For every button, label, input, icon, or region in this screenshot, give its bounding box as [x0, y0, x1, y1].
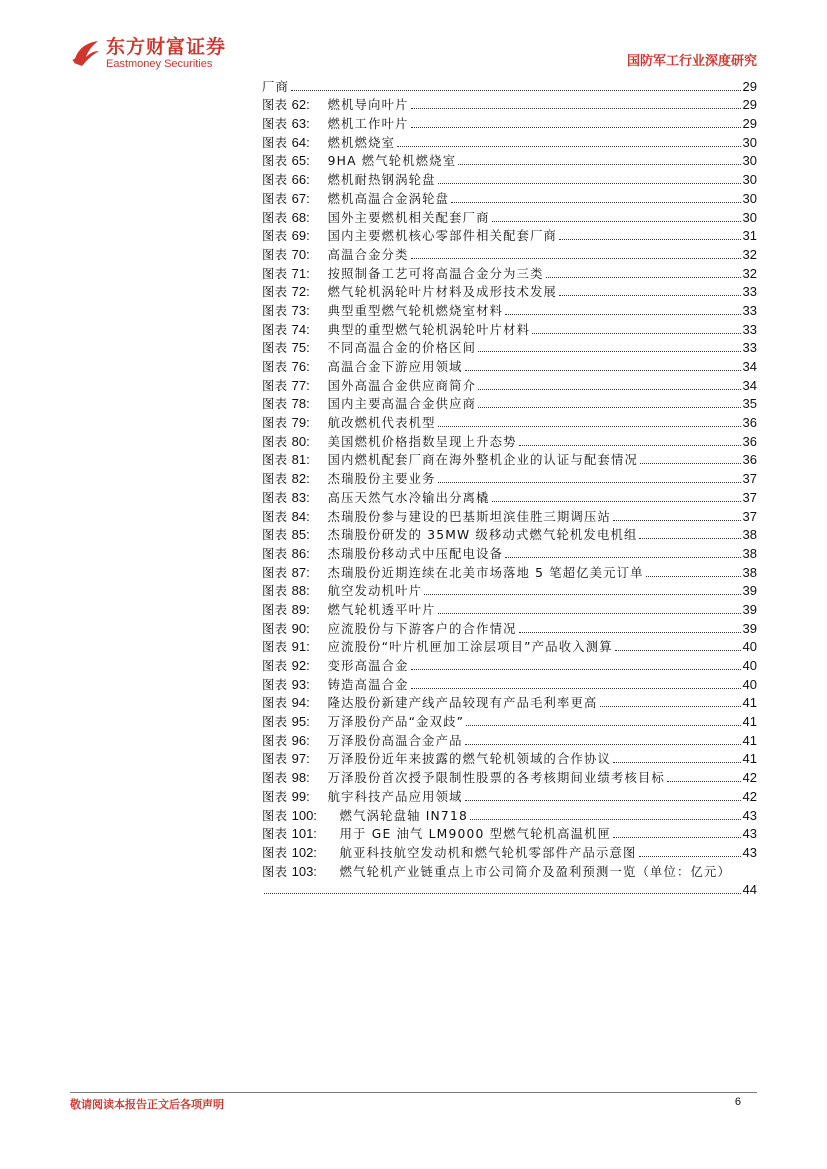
toc-dot-leader — [532, 333, 740, 334]
toc-entry-title: 万泽股份首次授予限制性股票的各考核期间业绩考核目标 — [327, 771, 666, 786]
toc-entry-number: 65: — [291, 153, 310, 169]
toc-entry-title: 航改燃机代表机型 — [327, 416, 436, 431]
toc-row[interactable] — [262, 786, 757, 805]
toc-entry-title: 燃气轮机产业链重点上市公司简介及盈利预测一览（单位：亿元） — [339, 864, 732, 879]
toc-entry-label: 图表 — [262, 247, 288, 262]
toc-entry-number: 75: — [291, 340, 310, 356]
toc-entry-number: 70: — [291, 246, 310, 262]
toc-entry-label: 图表 — [262, 173, 288, 188]
toc-entry-page: 37 — [742, 489, 757, 505]
toc-entry-page: 38 — [742, 564, 757, 580]
toc-entry-page: 41 — [742, 714, 757, 730]
toc-entry-page: 37 — [742, 471, 757, 487]
toc-entry-title: 燃机工作叶片 — [327, 117, 409, 132]
toc-entry-page: 30 — [742, 134, 757, 150]
toc-entry-title: 国内燃机配套厂商在海外整机企业的认证与配套情况 — [327, 453, 639, 468]
toc-entry-number: 87: — [291, 564, 310, 580]
toc-row[interactable] — [262, 300, 757, 319]
toc-dot-leader — [600, 706, 741, 707]
toc-entry-label: 图表 — [262, 733, 288, 748]
toc-entry-page: 29 — [742, 78, 757, 94]
report-type-label: 国防军工行业深度研究 — [626, 54, 757, 69]
toc-entry-number: 68: — [291, 209, 310, 225]
toc-entry-number: 74: — [291, 321, 310, 337]
toc-row[interactable] — [262, 581, 757, 600]
toc-entry-number: 66: — [291, 172, 310, 188]
toc-entry-label: 图表 — [262, 472, 288, 487]
toc-row[interactable] — [262, 188, 757, 207]
toc-dot-leader — [264, 893, 741, 894]
toc-entry-page: 39 — [742, 620, 757, 636]
toc-dot-leader — [465, 744, 741, 745]
toc-entry-title: 国外主要燃机相关配套厂商 — [327, 210, 490, 225]
toc-row[interactable] — [262, 562, 757, 581]
toc-entry-label: 图表 — [262, 771, 288, 786]
toc-entry-page: 33 — [742, 302, 757, 318]
toc-dot-leader — [424, 594, 740, 595]
logo-chinese-name: 东方财富证券 — [106, 36, 227, 58]
toc-entry-number: 69: — [291, 228, 310, 244]
toc-dot-leader — [546, 277, 741, 278]
toc-entry-number: 103: — [291, 863, 317, 879]
toc-entry-page: 40 — [742, 639, 757, 655]
toc-entry-page: 41 — [742, 732, 757, 748]
toc-dot-leader — [492, 501, 741, 502]
toc-row[interactable] — [262, 319, 757, 338]
toc-entry-label: 图表 — [262, 303, 288, 318]
toc-entry-title: 国内主要燃机核心零部件相关配套厂商 — [327, 229, 558, 244]
toc-dot-leader — [438, 613, 741, 614]
toc-entry-label: 图表 — [262, 864, 288, 879]
toc-row[interactable] — [262, 618, 757, 637]
toc-dot-leader — [646, 576, 741, 577]
toc-entry-page: 38 — [742, 527, 757, 543]
toc-dot-leader — [519, 445, 741, 446]
toc-entry-label: 图表 — [262, 845, 288, 860]
toc-dot-leader — [615, 650, 741, 651]
toc-entry-label: 图表 — [262, 360, 288, 374]
toc-entry-page: 29 — [742, 97, 757, 113]
toc-row[interactable] — [262, 543, 757, 562]
toc-entry-page: 41 — [742, 695, 757, 711]
toc-row[interactable] — [262, 244, 757, 263]
toc-entry-page: 43 — [742, 826, 757, 842]
toc-entry-number: 86: — [291, 545, 310, 561]
toc-entry-number: 97: — [291, 751, 310, 767]
toc-entry-page: 34 — [742, 359, 757, 374]
toc-entry-number: 84: — [291, 508, 310, 524]
toc-entry-page: 39 — [742, 601, 757, 617]
toc-entry-title: 用于 GE 油气 LM9000 型燃气轮机高温机匣 — [339, 827, 612, 842]
toc-row[interactable] — [262, 637, 757, 656]
toc-entry-title: 铸造高温合金 — [327, 677, 409, 692]
toc-dot-leader — [458, 164, 740, 165]
toc-entry-title: 高温合金分类 — [327, 247, 409, 262]
toc-entry-label: 图表 — [262, 322, 288, 337]
toc-dot-leader — [667, 781, 740, 782]
toc-entry-label: 图表 — [262, 715, 288, 730]
toc-row[interactable] — [262, 132, 757, 151]
toc-row-last-continuation[interactable] — [262, 880, 757, 899]
toc-row[interactable] — [262, 207, 757, 226]
toc-entry-page: 42 — [742, 788, 757, 804]
toc-entry-number: 92: — [291, 658, 310, 673]
toc-entry-label: 图表 — [262, 602, 288, 617]
toc-entry-page: 32 — [742, 265, 757, 281]
toc-entry-page: 35 — [742, 396, 757, 412]
page-header — [0, 0, 827, 80]
toc-entry-number: 78: — [291, 396, 310, 412]
toc-entry-title: 美国燃机价格指数呈现上升态势 — [327, 434, 517, 449]
toc-dot-leader — [639, 856, 741, 857]
toc-entry-page: 30 — [742, 190, 757, 206]
toc-entry-number: 85: — [291, 527, 310, 543]
toc-dot-leader — [639, 538, 740, 539]
toc-entry-page: 44 — [742, 882, 757, 898]
table-of-figures — [262, 76, 757, 898]
toc-entry-title: 杰瑞股份研发的 35MW 级移动式燃气轮机发电机组 — [327, 528, 638, 543]
toc-entry-page: 40 — [742, 676, 757, 692]
toc-row[interactable] — [262, 506, 757, 525]
toc-row[interactable] — [262, 842, 757, 861]
toc-entry-number: 73: — [291, 302, 310, 318]
eastmoney-logo — [70, 36, 226, 70]
toc-dot-leader — [451, 202, 740, 203]
toc-entry-page: 34 — [742, 377, 757, 393]
toc-entry-title: 隆达股份新建产线产品较现有产品毛利率更高 — [327, 696, 598, 711]
toc-dot-leader — [478, 407, 740, 408]
toc-entry-number: 96: — [291, 732, 310, 748]
toc-entry-number: 62: — [291, 97, 310, 113]
toc-entry-title: 杰瑞股份移动式中压配电设备 — [327, 546, 504, 561]
toc-row[interactable] — [262, 356, 757, 375]
toc-entry-number: 101: — [291, 826, 317, 842]
toc-entry-label: 图表 — [262, 546, 288, 561]
toc-entry-page: 41 — [742, 751, 757, 767]
toc-entry-number: 100: — [291, 807, 317, 823]
toc-entry-label: 图表 — [262, 696, 288, 711]
toc-entry-label: 图表 — [262, 640, 288, 655]
toc-row[interactable] — [262, 655, 757, 674]
toc-entry-page: 36 — [742, 433, 757, 449]
toc-entry-title: 燃机燃烧室 — [327, 135, 396, 150]
toc-entry-page: 33 — [742, 284, 757, 300]
toc-entry-title: 按照制备工艺可将高温合金分为三类 — [327, 266, 544, 281]
toc-row-continued[interactable] — [262, 76, 757, 95]
toc-entry-page: 31 — [742, 228, 757, 244]
toc-entry-page: 37 — [742, 508, 757, 524]
toc-entry-label: 图表 — [262, 266, 288, 281]
toc-entry-page: 43 — [742, 807, 757, 823]
toc-entry-label: 图表 — [262, 752, 288, 767]
toc-dot-leader — [613, 837, 740, 838]
toc-dot-leader — [466, 725, 740, 726]
toc-dot-leader — [411, 258, 741, 259]
toc-entry-label: 图表 — [262, 229, 288, 244]
toc-dot-leader — [492, 221, 741, 222]
toc-entry-label: 图表 — [262, 584, 288, 599]
toc-dot-leader — [613, 520, 740, 521]
toc-entry-page: 40 — [742, 658, 757, 673]
toc-entry-label: 图表 — [262, 434, 288, 449]
toc-row[interactable] — [262, 824, 757, 843]
toc-entry-title: 典型重型燃气轮机燃烧室材料 — [327, 303, 504, 318]
footer-divider — [70, 1092, 757, 1093]
toc-entry-number: 93: — [291, 676, 310, 692]
toc-row[interactable] — [262, 226, 757, 245]
toc-entry-label: 图表 — [262, 808, 288, 823]
toc-dot-leader — [411, 669, 741, 670]
toc-entry-page: 36 — [742, 452, 757, 468]
toc-entry-title: 国外高温合金供应商简介 — [327, 378, 477, 393]
toc-dot-leader — [438, 183, 741, 184]
toc-entry-label: 图表 — [262, 341, 288, 356]
toc-entry-title: 高温合金下游应用领域 — [327, 360, 463, 374]
toc-entry-page: 38 — [742, 545, 757, 561]
toc-entry-number: 71: — [291, 265, 310, 281]
toc-row[interactable] — [262, 282, 757, 301]
toc-row[interactable] — [262, 263, 757, 282]
toc-entry-title: 应流股份“叶片机匣加工涂层项目”产品收入测算 — [327, 640, 613, 655]
toc-dot-leader — [613, 762, 740, 763]
toc-row[interactable] — [262, 749, 757, 768]
toc-row[interactable] — [262, 450, 757, 469]
toc-entry-number: 99: — [291, 788, 310, 804]
toc-entry-number: 89: — [291, 601, 310, 617]
toc-entry-title: 燃气涡轮盘轴 IN718 — [339, 808, 468, 823]
toc-dot-leader — [438, 482, 741, 483]
toc-dot-leader — [640, 463, 740, 464]
toc-entry-title: 燃机耐热钢涡轮盘 — [327, 173, 436, 188]
toc-row[interactable] — [262, 693, 757, 712]
toc-row[interactable] — [262, 487, 757, 506]
toc-row[interactable] — [262, 730, 757, 749]
toc-entry-number: 98: — [291, 770, 310, 786]
toc-entry-label: 图表 — [262, 416, 288, 431]
toc-entry-number: 72: — [291, 284, 310, 300]
toc-dot-leader — [478, 389, 740, 390]
footer-disclaimer: 敬请阅读本报告正文后各项声明 — [70, 1098, 224, 1111]
toc-entry-title: 杰瑞股份近期连续在北美市场落地 5 笔超亿美元订单 — [327, 565, 644, 580]
toc-entry-page: 33 — [742, 340, 757, 356]
toc-entry-title: 变形高温合金 — [327, 659, 409, 673]
toc-entry-label: 图表 — [262, 378, 288, 393]
toc-entry-title: 典型的重型燃气轮机涡轮叶片材料 — [327, 322, 531, 337]
toc-entry-title: 国内主要高温合金供应商 — [327, 397, 477, 412]
toc-entry-title: 9HA 燃气轮机燃烧室 — [327, 154, 457, 169]
toc-entry-title: 不同高温合金的价格区间 — [327, 341, 477, 356]
toc-entry-label: 图表 — [262, 659, 288, 673]
toc-row[interactable] — [262, 394, 757, 413]
toc-entry-number: 91: — [291, 639, 310, 655]
toc-entry-title: 航宇科技产品应用领域 — [327, 789, 463, 804]
toc-entry-title: 应流股份与下游客户的合作情况 — [327, 621, 517, 636]
toc-dot-leader — [478, 351, 740, 352]
toc-row[interactable] — [262, 525, 757, 544]
toc-dot-leader — [465, 800, 741, 801]
toc-dot-leader — [470, 819, 741, 820]
toc-entry-label: 图表 — [262, 509, 288, 524]
toc-entry-title: 航空发动机叶片 — [327, 584, 423, 599]
toc-entry-label: 图表 — [262, 789, 288, 804]
toc-entry-title: 万泽股份近年来披露的燃气轮机领域的合作协议 — [327, 752, 612, 767]
toc-entry-number: 64: — [291, 134, 310, 150]
toc-entry-label: 图表 — [262, 210, 288, 225]
toc-entry-title: 航亚科技航空发动机和燃气轮机零部件产品示意图 — [339, 845, 637, 860]
toc-entry-page: 32 — [742, 246, 757, 262]
toc-dot-leader — [519, 632, 741, 633]
toc-row[interactable] — [262, 805, 757, 824]
toc-entry-title: 燃气轮机涡轮叶片材料及成形技术发展 — [327, 285, 558, 300]
toc-row[interactable] — [262, 151, 757, 170]
toc-entry-page: 30 — [742, 172, 757, 188]
eastmoney-logo-icon — [70, 37, 102, 69]
toc-entry-label: 图表 — [262, 677, 288, 692]
toc-entry-page: 30 — [742, 209, 757, 225]
toc-entry-label: 图表 — [262, 154, 288, 169]
toc-entry-number: 94: — [291, 695, 310, 711]
toc-entry-number: 88: — [291, 583, 310, 599]
toc-row[interactable] — [262, 375, 757, 394]
toc-dot-leader — [465, 370, 741, 371]
toc-row[interactable] — [262, 338, 757, 357]
toc-entry-number: 90: — [291, 620, 310, 636]
toc-dot-leader — [505, 314, 740, 315]
toc-entry-page: 30 — [742, 153, 757, 169]
toc-dot-leader — [559, 239, 740, 240]
toc-row[interactable] — [262, 95, 757, 114]
toc-entry-number: 102: — [291, 844, 317, 860]
toc-entry-label: 图表 — [262, 528, 288, 543]
toc-entry-number: 63: — [291, 116, 310, 132]
footer-page-number: 6 — [734, 1096, 741, 1108]
toc-dot-leader — [411, 108, 741, 109]
toc-entry-label: 图表 — [262, 191, 288, 206]
toc-entry-number: 80: — [291, 433, 310, 449]
toc-entry-label: 图表 — [262, 117, 288, 132]
toc-row[interactable] — [262, 767, 757, 786]
toc-entry-number: 79: — [291, 415, 310, 431]
toc-entry-number: 77: — [291, 377, 310, 393]
toc-entry-title: 万泽股份产品“金双歧” — [327, 715, 465, 730]
toc-entry-title: 燃气轮机透平叶片 — [327, 602, 436, 617]
toc-dot-leader — [559, 295, 740, 296]
toc-entry-label: 图表 — [262, 397, 288, 412]
toc-entry-title: 燃机高温合金涡轮盘 — [327, 191, 450, 206]
toc-dot-leader — [411, 688, 741, 689]
toc-entry-number: 76: — [291, 359, 310, 374]
toc-entry-label: 图表 — [262, 98, 288, 113]
toc-entry-label: 图表 — [262, 621, 288, 636]
toc-entry-label: 图表 — [262, 285, 288, 300]
toc-entry-page: 36 — [742, 415, 757, 431]
toc-entry-page: 42 — [742, 770, 757, 786]
toc-row[interactable] — [262, 169, 757, 188]
toc-row[interactable] — [262, 431, 757, 450]
toc-entry-title: 高压天然气水冷输出分离橇 — [327, 490, 490, 505]
toc-entry-title: 杰瑞股份主要业务 — [327, 472, 436, 487]
toc-row[interactable] — [262, 412, 757, 431]
toc-entry-page: 39 — [742, 583, 757, 599]
toc-entry-page: 33 — [742, 321, 757, 337]
toc-row[interactable] — [262, 674, 757, 693]
toc-entry-title: 万泽股份高温合金产品 — [327, 733, 463, 748]
logo-english-name: Eastmoney Securities — [106, 58, 213, 70]
toc-entry-page: 29 — [742, 116, 757, 132]
toc-row[interactable] — [262, 711, 757, 730]
toc-row[interactable] — [262, 113, 757, 132]
toc-dot-leader — [397, 146, 740, 147]
toc-entry-number: 67: — [291, 190, 310, 206]
toc-dot-leader — [411, 127, 741, 128]
toc-row[interactable] — [262, 468, 757, 487]
toc-entry-label: 图表 — [262, 490, 288, 505]
toc-entry-title: 厂商 — [262, 79, 289, 94]
toc-entry-number: 81: — [291, 452, 310, 468]
toc-entry-label: 图表 — [262, 827, 288, 842]
toc-entry-label: 图表 — [262, 565, 288, 580]
toc-row[interactable] — [262, 599, 757, 618]
toc-entry-number: 82: — [291, 471, 310, 487]
toc-dot-leader — [291, 90, 741, 91]
toc-dot-leader — [438, 426, 741, 427]
toc-entry-title: 杰瑞股份参与建设的巴基斯坦滨佳胜三期调压站 — [327, 509, 612, 524]
toc-entry-label: 图表 — [262, 453, 288, 468]
toc-entry-number: 83: — [291, 489, 310, 505]
toc-entry-page: 43 — [742, 844, 757, 860]
toc-row-last[interactable] — [262, 861, 757, 880]
toc-dot-leader — [505, 557, 740, 558]
toc-entry-number: 95: — [291, 714, 310, 730]
toc-entry-label: 图表 — [262, 135, 288, 150]
toc-entry-title: 燃机导向叶片 — [327, 98, 409, 113]
